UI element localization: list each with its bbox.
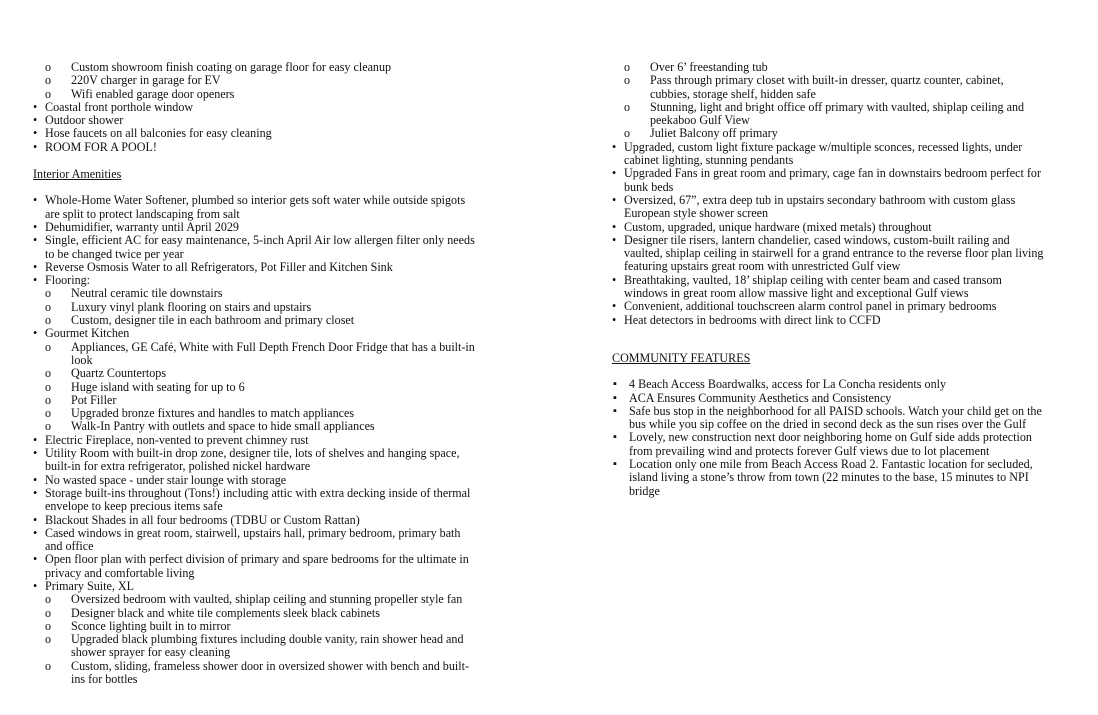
sub-list-item: o Luxury vinyl plank flooring on stairs and upstairs bbox=[33, 301, 478, 314]
list-item: • Utility Room with built-in drop zone, designer tile, lots of shelves and hanging space, built-in for extra refrigerator, polished nickel hardware bbox=[33, 447, 478, 474]
list-item: • Primary Suite, XL bbox=[33, 580, 478, 593]
list-item: • Upgraded, custom light fixture package w/multiple sconces, recessed lights, under cabinet lighting, stunning pendants bbox=[612, 141, 1046, 168]
list-item: • Open floor plan with perfect division of primary and spare bedrooms for the ultimate in privacy and comfortable living bbox=[33, 553, 478, 580]
community-feature-item: ▪ Lovely, new construction next door neighboring home on Gulf side adds protection from prevailing wind and protects forever Gulf views due to lot placement bbox=[612, 431, 1046, 458]
sub-list-item: o 220V charger in garage for EV bbox=[33, 74, 478, 87]
community-feature-item: ▪ ACA Ensures Community Aesthetics and Consistency bbox=[612, 392, 1046, 405]
list-item: • Dehumidifier, warranty until April 2029 bbox=[33, 221, 478, 234]
list-item: • Custom, upgraded, unique hardware (mixed metals) throughout bbox=[612, 221, 1046, 234]
list-item: • Outdoor shower bbox=[33, 114, 478, 127]
list-item: • Designer tile risers, lantern chandelier, cased windows, custom-built railing and vaulted, shiplap ceiling in stairwell for a grand entrance to the reverse floor plan living featuring upstairs great room with unrestricted Gulf view bbox=[612, 234, 1046, 274]
sub-list-item: o Neutral ceramic tile downstairs bbox=[33, 287, 478, 300]
list-item: • No wasted space - under stair lounge with storage bbox=[33, 474, 478, 487]
sub-list-item: o Walk-In Pantry with outlets and space to hide small appliances bbox=[33, 420, 478, 433]
list-item: • Electric Fireplace, non-vented to prevent chimney rust bbox=[33, 434, 478, 447]
list-item: • ROOM FOR A POOL! bbox=[33, 141, 478, 154]
exterior-features-list bbox=[33, 61, 478, 154]
sub-list-item: o Juliet Balcony off primary bbox=[612, 127, 1046, 140]
sub-list-item: o Custom, designer tile in each bathroom and primary closet bbox=[33, 314, 478, 327]
sub-list-item: o Pass through primary closet with built-in dresser, quartz counter, cabinet, cubbies, storage shelf, hidden safe bbox=[612, 74, 1046, 101]
list-item: • Flooring: bbox=[33, 274, 478, 287]
interior-amenities-continued-list bbox=[612, 61, 1046, 327]
list-item: • Reverse Osmosis Water to all Refrigerators, Pot Filler and Kitchen Sink bbox=[33, 261, 478, 274]
left-column bbox=[33, 61, 478, 686]
sub-list-item: o Custom showroom finish coating on garage floor for easy cleanup bbox=[33, 61, 478, 74]
list-item: • Oversized, 67”, extra deep tub in upstairs secondary bathroom with custom glass European style shower screen bbox=[612, 194, 1046, 221]
sub-list-item: o Sconce lighting built in to mirror bbox=[33, 620, 478, 633]
community-feature-item: ▪ Location only one mile from Beach Access Road 2. Fantastic location for secluded, island living a stone’s throw from town (22 minutes to the base, 15 minutes to NPI bridge bbox=[612, 458, 1046, 498]
sub-list-item: o Pot Filler bbox=[33, 394, 478, 407]
sub-list-item: o Stunning, light and bright office off primary with vaulted, shiplap ceiling and peekaboo Gulf View bbox=[612, 101, 1046, 128]
list-item: • Breathtaking, vaulted, 18’ shiplap ceiling with center beam and cased transom windows in great room allow massive light and exceptional Gulf views bbox=[612, 274, 1046, 301]
sub-list-item: o Over 6’ freestanding tub bbox=[612, 61, 1046, 74]
list-item: • Coastal front porthole window bbox=[33, 101, 478, 114]
list-item: • Hose faucets on all balconies for easy cleaning bbox=[33, 127, 478, 140]
sub-list-item: o Oversized bedroom with vaulted, shiplap ceiling and stunning propeller style fan bbox=[33, 593, 478, 606]
list-item: • Whole-Home Water Softener, plumbed so interior gets soft water while outside spigots are split to protect landscaping from salt bbox=[33, 194, 478, 221]
list-item: • Gourmet Kitchen bbox=[33, 327, 478, 340]
sub-list-item: o Upgraded black plumbing fixtures including double vanity, rain shower head and shower sprayer for easy cleaning bbox=[33, 633, 478, 660]
sub-list-item: o Upgraded bronze fixtures and handles to match appliances bbox=[33, 407, 478, 420]
community-feature-item: ▪ 4 Beach Access Boardwalks, access for La Concha residents only bbox=[612, 378, 1046, 391]
list-item: • Upgraded Fans in great room and primary, cage fan in downstairs bedroom perfect for bunk beds bbox=[612, 167, 1046, 194]
list-item: • Convenient, additional touchscreen alarm control panel in primary bedrooms bbox=[612, 300, 1046, 313]
interior-amenities-heading: Interior Amenities bbox=[33, 167, 122, 182]
community-features-heading: COMMUNITY FEATURES bbox=[612, 350, 751, 365]
sub-list-item: o Huge island with seating for up to 6 bbox=[33, 381, 478, 394]
right-column bbox=[612, 61, 1046, 498]
sub-list-item: o Designer black and white tile complements sleek black cabinets bbox=[33, 607, 478, 620]
list-item: • Storage built-ins throughout (Tons!) including attic with extra decking inside of thermal envelope to keep precious items safe bbox=[33, 487, 478, 514]
sub-list-item: o Appliances, GE Café, White with Full Depth French Door Fridge that has a built-in look bbox=[33, 341, 478, 368]
list-item: • Blackout Shades in all four bedrooms (TDBU or Custom Rattan) bbox=[33, 514, 478, 527]
interior-amenities-list bbox=[33, 194, 478, 686]
community-features-list bbox=[612, 378, 1046, 498]
sub-list-item: o Custom, sliding, frameless shower door in oversized shower with bench and built-ins for bottles bbox=[33, 660, 478, 687]
list-item: • Cased windows in great room, stairwell, upstairs hall, primary bedroom, primary bath and office bbox=[33, 527, 478, 554]
community-feature-item: ▪ Safe bus stop in the neighborhood for all PAISD schools. Watch your child get on the bus while you sip coffee on the dried in second deck as the sun rises over the Gulf bbox=[612, 405, 1046, 432]
list-item: • Heat detectors in bedrooms with direct link to CCFD bbox=[612, 314, 1046, 327]
sub-list-item: o Wifi enabled garage door openers bbox=[33, 88, 478, 101]
list-item: • Single, efficient AC for easy maintenance, 5-inch April Air low allergen filter only needs to be changed twice per year bbox=[33, 234, 478, 261]
sub-list-item: o Quartz Countertops bbox=[33, 367, 478, 380]
